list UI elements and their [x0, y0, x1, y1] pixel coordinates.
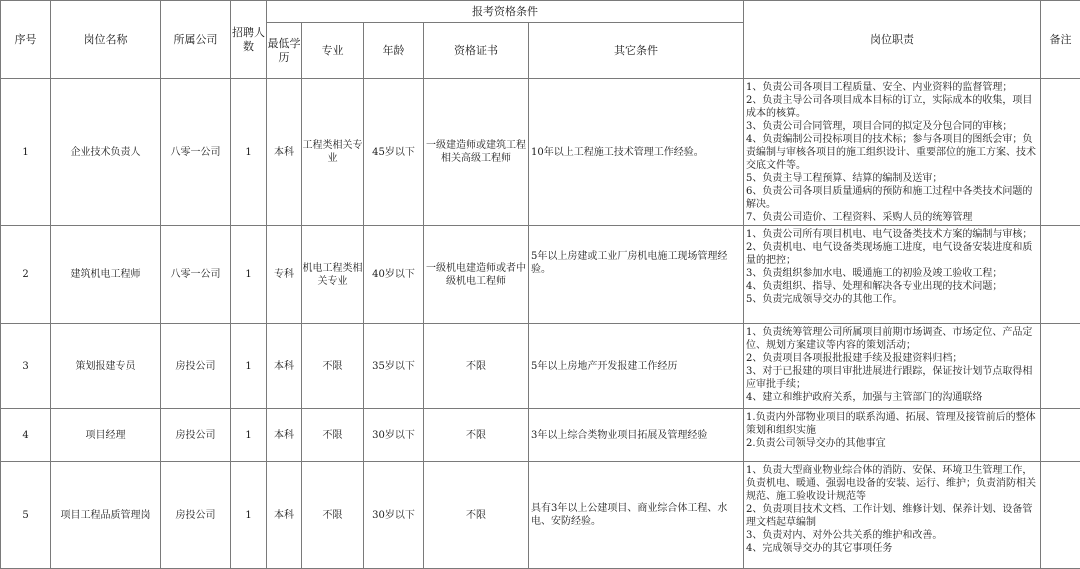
- duty-item: 2.负责公司领导交办的其他事宜: [746, 437, 1038, 450]
- cell-certificate: 不限: [424, 462, 529, 569]
- duty-item: 7、负责公司造价、工程资料、采购人员的统筹管理: [746, 211, 1038, 224]
- header-other: 其它条件: [529, 23, 744, 79]
- cell-other: 3年以上综合类物业项目拓展及管理经验: [529, 409, 744, 462]
- cell-education: 本科: [267, 324, 302, 409]
- cell-position: 项目经理: [51, 409, 161, 462]
- cell-age: 45岁以下: [364, 79, 424, 226]
- duty-item: 4、负责编制公司投标项目的技术标；参与各项目的图纸会审；负责编制与审核各项目的施工组织设计、重要部位的施工方案、技术交底文件等。: [746, 133, 1038, 172]
- cell-remarks: [1041, 462, 1080, 569]
- cell-company: 房投公司: [161, 324, 231, 409]
- header-education: 最低学历: [267, 23, 302, 79]
- cell-position: 建筑机电工程师: [51, 226, 161, 324]
- cell-duties: [744, 324, 1041, 409]
- header-remarks: 备注: [1041, 1, 1080, 79]
- duty-item: 1、负责统筹管理公司所属项目前期市场调查、市场定位、产品定位、规划方案建议等内容的策划活动；: [746, 326, 1038, 352]
- cell-seq: 2: [1, 226, 51, 324]
- cell-age: 30岁以下: [364, 462, 424, 569]
- header-seq: 序号: [1, 1, 51, 79]
- cell-position: 企业技术负责人: [51, 79, 161, 226]
- duty-item: 6、负责公司各项目质量通病的预防和施工过程中各类技术问题的解决。: [746, 185, 1038, 211]
- cell-company: 房投公司: [161, 462, 231, 569]
- cell-major: 不限: [302, 409, 364, 462]
- cell-major: 工程类相关专业: [302, 79, 364, 226]
- duty-item: 2、负责项目技术文档、工作计划、维修计划、保养计划、设备管理文档起草编制: [746, 503, 1038, 529]
- cell-remarks: [1041, 79, 1080, 226]
- cell-seq: 3: [1, 324, 51, 409]
- table-row: [1, 79, 1080, 226]
- cell-seq: 1: [1, 79, 51, 226]
- duty-item: 3、负责公司合同管理，项目合同的拟定及分包合同的审核；: [746, 120, 1038, 133]
- table-row: [1, 324, 1080, 409]
- cell-headcount: 1: [231, 226, 267, 324]
- cell-headcount: 1: [231, 462, 267, 569]
- cell-seq: 4: [1, 409, 51, 462]
- cell-major: 不限: [302, 462, 364, 569]
- table-row: [1, 462, 1080, 569]
- duty-item: 2、负责项目各项报批报建手续及报建资料归档；: [746, 352, 1038, 365]
- duty-item: 1.负责内外部物业项目的联系沟通、拓展、管理及接管前后的整体策划和组织实施: [746, 411, 1038, 437]
- duty-item: 4、完成领导交办的其它事项任务: [746, 542, 1038, 555]
- header-age: 年龄: [364, 23, 424, 79]
- cell-education: 本科: [267, 462, 302, 569]
- duty-item: 4、建立和维护政府关系，加强与主管部门的沟通联络: [746, 391, 1038, 404]
- cell-seq: 5: [1, 462, 51, 569]
- cell-certificate: 不限: [424, 324, 529, 409]
- cell-education: 本科: [267, 79, 302, 226]
- cell-position: 策划报建专员: [51, 324, 161, 409]
- duty-item: 3、对于已报建的项目审批进展进行跟踪，保证按计划节点取得相应审批手续；: [746, 365, 1038, 391]
- cell-company: 八零一公司: [161, 79, 231, 226]
- duty-item: 3、负责对内、对外公共关系的维护和改善。: [746, 529, 1038, 542]
- cell-certificate: 一级机电建造师或者中级机电工程师: [424, 226, 529, 324]
- cell-age: 35岁以下: [364, 324, 424, 409]
- cell-position: 项目工程品质管理岗: [51, 462, 161, 569]
- cell-remarks: [1041, 409, 1080, 462]
- cell-other: 10年以上工程施工技术管理工作经验。: [529, 79, 744, 226]
- duty-item: 5、负责主导工程预算、结算的编制及送审；: [746, 172, 1038, 185]
- header-duties: 岗位职责: [744, 1, 1041, 79]
- cell-education: 专科: [267, 226, 302, 324]
- cell-headcount: 1: [231, 79, 267, 226]
- header-certificate: 资格证书: [424, 23, 529, 79]
- table-row: [1, 409, 1080, 462]
- cell-remarks: [1041, 324, 1080, 409]
- cell-duties: [744, 79, 1041, 226]
- cell-major: 不限: [302, 324, 364, 409]
- cell-company: 房投公司: [161, 409, 231, 462]
- cell-age: 30岁以下: [364, 409, 424, 462]
- header-company: 所属公司: [161, 1, 231, 79]
- cell-other: 具有3年以上公建项目、商业综合体工程、水电、安防经验。: [529, 462, 744, 569]
- cell-education: 本科: [267, 409, 302, 462]
- cell-other: 5年以上房建或工业厂房机电施工现场管理经验。: [529, 226, 744, 324]
- cell-duties: [744, 409, 1041, 462]
- table-row: [1, 226, 1080, 324]
- duty-item: 3、负责组织参加水电、暖通施工的初验及竣工验收工程；: [746, 267, 1038, 280]
- duty-item: 1、负责公司所有项目机电、电气设备类技术方案的编制与审核；: [746, 228, 1038, 241]
- duty-item: 1、负责大型商业物业综合体的消防、安保、环境卫生管理工作，负责机电、暖通、强弱电设备的安装、运行、维护；负责消防相关规范、施工验收设计规范等: [746, 464, 1038, 503]
- header-position: 岗位名称: [51, 1, 161, 79]
- cell-company: 八零一公司: [161, 226, 231, 324]
- cell-headcount: 1: [231, 324, 267, 409]
- duty-item: 5、负责完成领导交办的其他工作。: [746, 293, 1038, 306]
- cell-major: 机电工程类相关专业: [302, 226, 364, 324]
- cell-remarks: [1041, 226, 1080, 324]
- cell-other: 5年以上房地产开发报建工作经历: [529, 324, 744, 409]
- header-headcount: 招聘人数: [231, 1, 267, 79]
- header-major: 专业: [302, 23, 364, 79]
- cell-duties: [744, 462, 1041, 569]
- cell-headcount: 1: [231, 409, 267, 462]
- cell-age: 40岁以下: [364, 226, 424, 324]
- cell-certificate: 不限: [424, 409, 529, 462]
- header-qualifications: 报考资格条件: [267, 1, 744, 23]
- duty-item: 2、负责机电、电气设备类现场施工进度，电气设备安装进度和质量的把控；: [746, 241, 1038, 267]
- cell-certificate: 一级建造师或建筑工程相关高级工程师: [424, 79, 529, 226]
- cell-duties: [744, 226, 1041, 324]
- duty-item: 4、负责组织、指导、处理和解决各专业出现的技术问题；: [746, 280, 1038, 293]
- duty-item: 1、负责公司各项目工程质量、安全、内业资料的监督管理；: [746, 81, 1038, 94]
- duty-item: 2、负责主导公司各项目成本目标的订立，实际成本的收集，项目成本的核算。: [746, 94, 1038, 120]
